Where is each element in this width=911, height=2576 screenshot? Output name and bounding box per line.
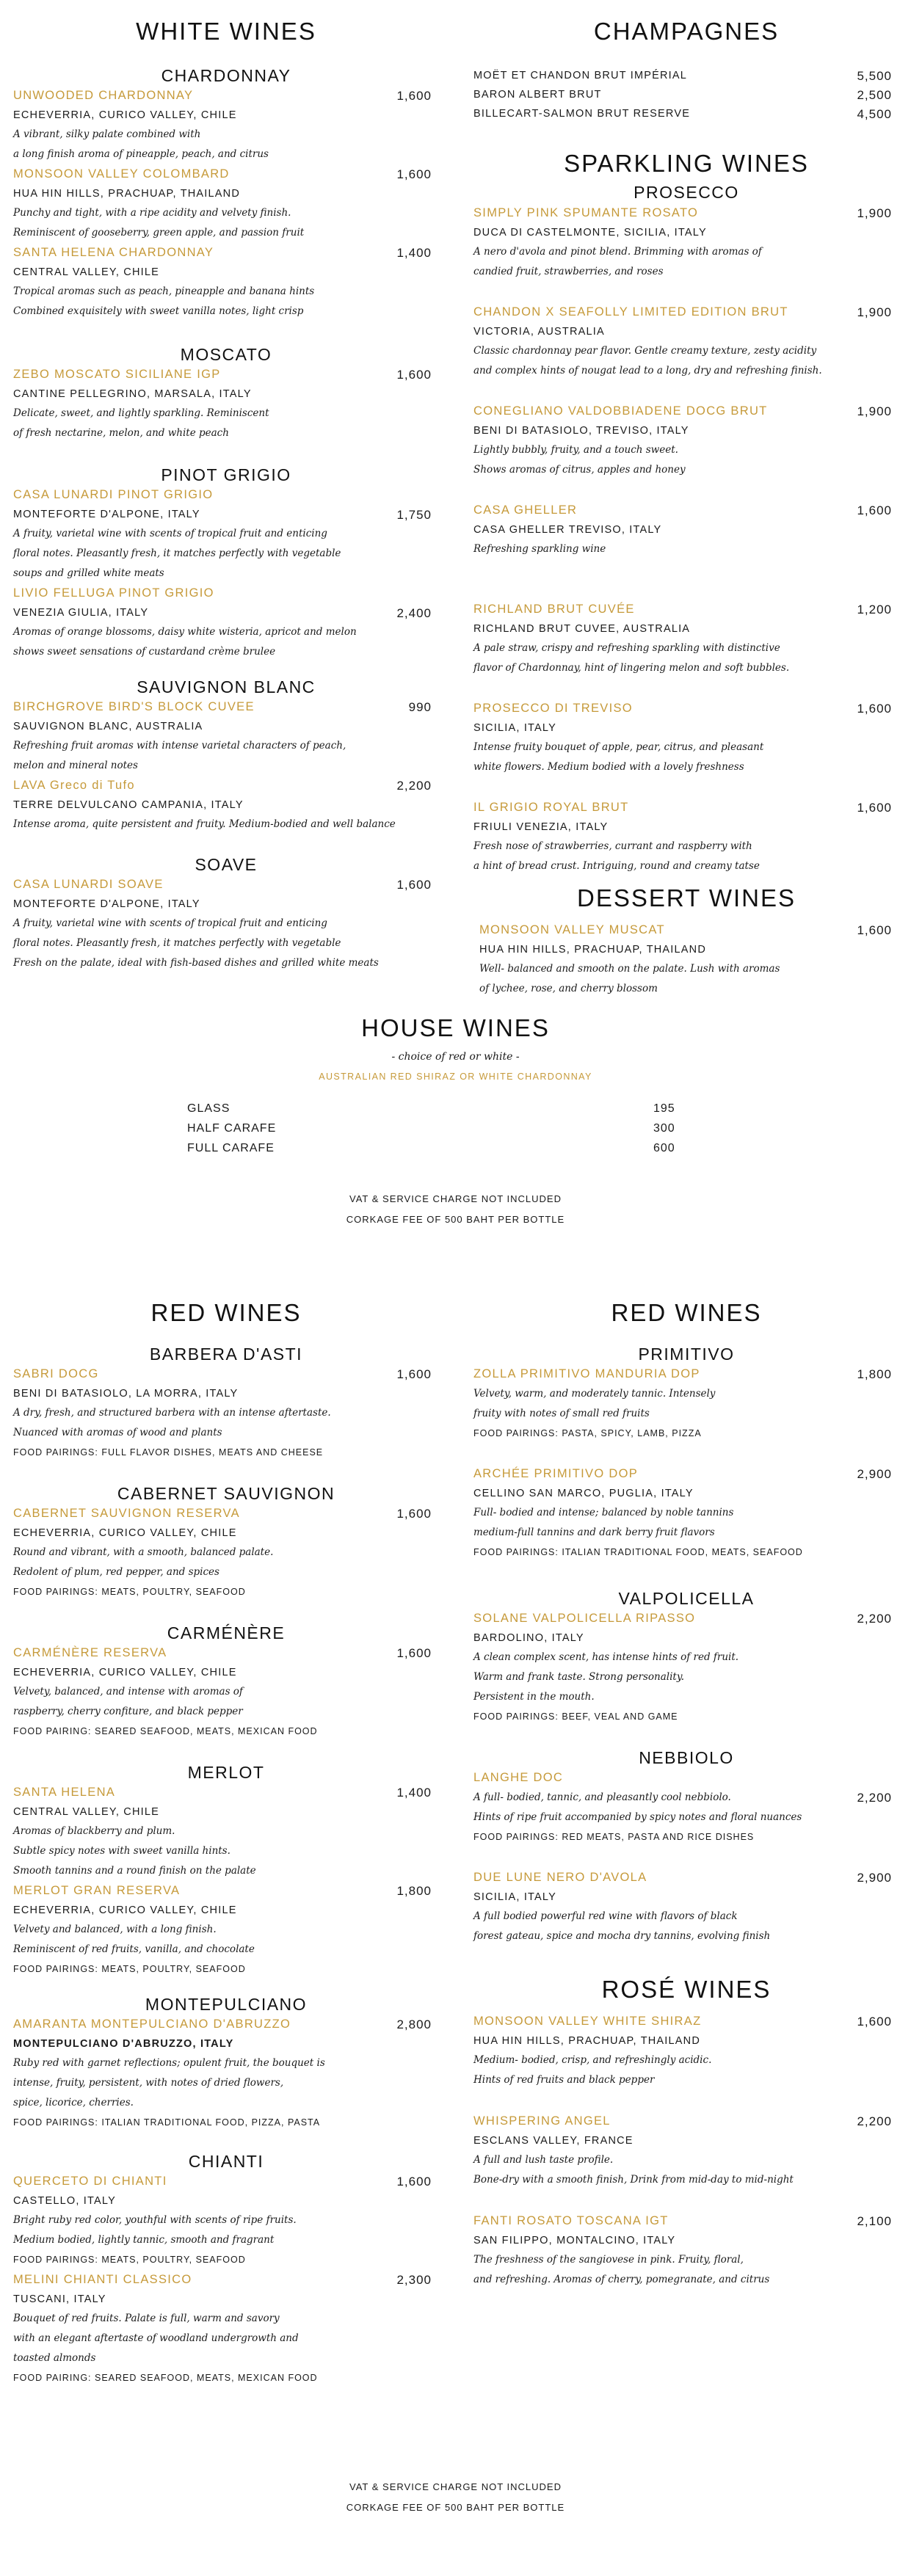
chardonnay-heading: CHARDONNAY [161,66,291,85]
wine-description: Bright ruby red color, youthful with scents of ripe fruits. Medium bodied, lightly tannic, smooth and fragrant [13,2214,297,2246]
wine-item [13,1881,439,1979]
wine-price: 1,400 [396,1786,432,1800]
wine-price: 1,600 [396,2175,432,2188]
wine-origin: CENTRAL VALLEY, CHILE [13,266,160,278]
vat-note: VAT & SERVICE CHARGE NOT INCLUDED [349,1193,562,1204]
wine-name: MONSOON VALLEY COLOMBARD [13,167,230,181]
wine-price: 1,600 [857,503,892,517]
wine-description: A fruity, varietal wine with scents of tropical fruit and enticing floral notes. Pleasantly fresh, it matches perfectly with vegetable Fresh on the palate, ideal with fish-based dishes and grilled white meats [13,917,379,969]
wine-price: 1,600 [857,2015,892,2029]
carmenere-heading: CARMÉNÈRE [167,1623,286,1642]
wine-price: 1,900 [857,305,892,319]
wine-item [13,583,439,662]
chianti-heading: CHIANTI [188,2152,264,2171]
wine-price: 1,200 [857,603,892,616]
wine-origin: CASA GHELLER TREVISO, ITALY [473,524,662,536]
wine-price: 5,500 [857,69,892,83]
wine-description: Classic chardonnay pear flavor. Gentle creamy texture, zesty acidity and complex hints of nougat lead to a long, dry and refreshing finish. [473,345,822,376]
wine-description: A full and lush taste profile. Bone-dry with a smooth finish, Drink from mid-day to mid-night [473,2154,794,2186]
wine-description: Full- bodied and intense; balanced by noble tannins medium-full tannins and dark berry fruit flavors [473,1507,734,1538]
barbera-heading: BARBERA D'ASTI [149,1345,303,1364]
food-pairing: FOOD PAIRINGS: ITALIAN TRADITIONAL FOOD, MEATS, SEAFOOD [473,1547,803,1557]
wine-name: UNWOODED CHARDONNAY [13,89,194,102]
wine-item [13,164,439,243]
wine-description: Velvety, balanced, and intense with aromas of raspberry, cherry confiture, and black pepper [13,1686,243,1717]
wine-price: 1,800 [857,1367,892,1381]
wine-description: A clean complex scent, has intense hints of red fruit. Warm and frank taste. Strong personality. Persistent in the mouth. [473,1651,739,1703]
wine-description: A fruity, varietal wine with scents of tropical fruit and enticing floral notes. Pleasantly fresh, it matches perfectly with vegetable soups and grilled white meats [13,528,341,579]
wine-description: Fresh nose of strawberries, currant and raspberry with a hint of bread crust. Intriguing, round and creamy tatse [473,840,760,872]
wine-item [13,485,439,583]
wine-name: MELINI CHIANTI CLASSICO [13,2273,192,2286]
wine-price: 4,500 [857,107,892,121]
wine-item [473,401,899,501]
wine-price: 990 [408,700,432,714]
wine-name: ZOLLA PRIMITIVO MANDURIA DOP [473,1367,700,1380]
wine-name: AMARANTA MONTEPULCIANO D'ABRUZZO [13,2017,291,2031]
wine-name: ZEBO MOSCATO SICILIANE IGP [13,368,221,381]
moscato-heading: MOSCATO [180,345,272,364]
wine-description: Tropical aromas such as peach, pineapple and banana hints Combined exquisitely with sweet vanilla notes, light crisp [13,285,315,317]
wine-origin: MONTEPULCIANO D'ABRUZZO, ITALY [13,2038,234,2050]
wine-name: CASA GHELLER [473,503,578,517]
food-pairing: FOOD PAIRING: SEARED SEAFOOD, MEATS, MEXICAN FOOD [13,1726,318,1736]
wine-price: 1,600 [396,1367,432,1381]
wine-price: 2,200 [857,2114,892,2128]
wine-description: A nero d'avola and pinot blend. Brimming with aromas of candied fruit, strawberries, and roses [473,246,762,277]
wine-description: Lightly bubbly, fruity, and a touch sweet. Shows aromas of citrus, apples and honey [473,444,686,476]
wine-name: MERLOT GRAN RESERVA [13,1884,181,1897]
wine-item [473,1364,899,1464]
wine-description: Bouquet of red fruits. Palate is full, warm and savory with an elegant aftertaste of woodland undergrowth and toasted almonds [13,2313,299,2364]
wine-origin: ECHEVERRIA, CURICO VALLEY, CHILE [13,109,237,121]
wine-item [473,699,899,798]
wine-item [479,920,899,999]
wine-price: 1,600 [857,702,892,716]
food-pairing: FOOD PAIRINGS: ITALIAN TRADITIONAL FOOD, PIZZA, PASTA [13,2117,321,2128]
primitivo-heading: PRIMITIVO [638,1345,735,1364]
wine-price: 1,600 [396,1646,432,1660]
wine-price: 2,900 [857,1871,892,1885]
wine-origin: TUSCANI, ITALY [13,2293,106,2305]
wine-item [13,243,439,321]
house-row-price: 300 [653,1122,675,1135]
wine-price: 2,900 [857,1467,892,1481]
wine-origin: BENI DI BATASIOLO, TREVISO, ITALY [473,425,689,437]
wine-name: CASA LUNARDI PINOT GRIGIO [13,488,214,501]
rose-wines-title: ROSÉ WINES [601,1976,772,2003]
wine-name: CARMÉNÈRE RESERVA [13,1646,167,1659]
wine-origin: VICTORIA, AUSTRALIA [473,326,605,338]
wine-price: 2,200 [857,1612,892,1626]
wine-item [13,1504,439,1602]
wine-item [473,2211,899,2290]
wine-name: CHANDON X SEAFOLLY LIMITED EDITION BRUT [473,305,788,319]
wine-origin: SICILIA, ITALY [473,1891,556,1903]
wine-price: 1,600 [857,923,892,937]
champagnes-title: CHAMPAGNES [593,18,780,45]
vat-note-bottom: VAT & SERVICE CHARGE NOT INCLUDED [349,2481,562,2492]
red-wines-title: RED WINES [611,1299,762,1326]
house-row-glass [187,1102,701,1116]
prosecco-heading: PROSECCO [634,183,739,202]
wine-origin: ESCLANS VALLEY, FRANCE [473,2135,634,2147]
wine-origin: SAUVIGNON BLANC, AUSTRALIA [13,721,203,732]
wine-item [473,203,899,302]
food-pairing: FOOD PAIRINGS: RED MEATS, PASTA AND RICE DISHES [473,1832,755,1842]
wine-description: The freshness of the sangiovese in pink. Fruity, floral, and refreshing. Aromas of cherry, pomegranate, and citrus [473,2254,770,2285]
wine-name: LANGHE DOC [473,1771,564,1784]
wine-item [13,365,439,443]
wine-description: Velvety, warm, and moderately tannic. Intensely fruity with notes of small red fruits [473,1388,716,1419]
wine-name: CONEGLIANO VALDOBBIADENE DOCG BRUT [473,404,768,418]
wine-origin: BARDOLINO, ITALY [473,1632,584,1644]
champagne-item [473,66,899,85]
wine-name: BIRCHGROVE BIRD'S BLOCK CUVEE [13,700,255,713]
wine-origin: FRIULI VENEZIA, ITALY [473,821,609,833]
wine-item [473,1464,899,1562]
wine-item [13,1783,439,1881]
wine-origin: VENEZIA GIULIA, ITALY [13,607,149,619]
white-wines-title: WHITE WINES [136,18,316,45]
wine-item [13,697,439,776]
valpolicella-heading: VALPOLICELLA [618,1589,755,1608]
sauvignon-blanc-heading: SAUVIGNON BLANC [137,677,316,696]
wine-description: A full bodied powerful red wine with flavors of black forest gateau, spice and mocha dry tannins, evolving finish [473,1910,771,1942]
wine-description: A vibrant, silky palate combined with a long finish aroma of pineapple, peach, and citrus [13,128,269,160]
wine-origin: ECHEVERRIA, CURICO VALLEY, CHILE [13,1904,237,1916]
wine-name: SIMPLY PINK SPUMANTE ROSATO [473,206,699,219]
wine-origin: BENI DI BATASIOLO, LA MORRA, ITALY [13,1388,239,1400]
wine-description: Well- balanced and smooth on the palate. Lush with aromas of lychee, rose, and cherry blossom [479,963,780,994]
wine-origin: MONTEFORTE D'ALPONE, ITALY [13,898,200,910]
wine-item [473,1609,899,1727]
merlot-heading: MERLOT [187,1763,265,1782]
wine-price: 1,600 [396,1507,432,1521]
wine-price: 2,500 [857,88,892,102]
wine-item [473,1768,899,1868]
house-row-label: HALF CARAFE [187,1122,277,1135]
wine-item [473,798,899,876]
wine-origin: SICILIA, ITALY [473,722,556,734]
wine-name: SABRI DOCG [13,1367,99,1380]
wine-price: 1,600 [396,878,432,892]
food-pairing: FOOD PAIRINGS: MEATS, POULTRY, SEAFOOD [13,1587,246,1597]
wine-origin: TERRE DELVULCANO CAMPANIA, ITALY [13,799,244,811]
wine-price: 1,600 [396,368,432,382]
wine-price: 2,200 [857,1791,892,1805]
wine-description: A dry, fresh, and structured barbera with an intense aftertaste. Nuanced with aromas of wood and plants [13,1407,331,1438]
house-wines-options: AUSTRALIAN RED SHIRAZ OR WHITE CHARDONNAY [319,1071,592,1082]
wine-description: Delicate, sweet, and lightly sparkling. Reminiscent of fresh nectarine, melon, and white peach [13,407,269,439]
wine-name: MOËT ET CHANDON BRUT IMPÉRIAL [473,70,688,81]
wine-price: 2,400 [396,606,432,620]
wine-price: 2,200 [396,779,432,793]
wine-price: 2,800 [396,2017,432,2031]
wine-origin: RICHLAND BRUT CUVEE, AUSTRALIA [473,623,691,635]
wine-item [13,776,439,834]
wine-item [13,1643,439,1742]
wine-description: Aromas of orange blossoms, daisy white wisteria, apricot and melon shows sweet sensations of custardand crème brulee [13,626,357,658]
house-row-price: 195 [653,1102,675,1115]
wine-origin: CASTELLO, ITALY [13,2195,116,2207]
wine-name: MONSOON VALLEY MUSCAT [479,923,665,936]
wine-origin: MONTEFORTE D'ALPONE, ITALY [13,509,200,520]
wine-name: LAVA Greco di Tufo [13,779,135,792]
house-wines-title: HOUSE WINES [361,1014,550,1041]
wine-name: WHISPERING ANGEL [473,2114,611,2128]
wine-item [13,875,439,973]
wine-description: Intense aroma, quite persistent and fruity. Medium-bodied and well balance [13,818,396,830]
wine-item [13,2172,439,2270]
wine-description: A full- bodied, tannic, and pleasantly cool nebbiolo. Hints of ripe fruit accompanied by spicy notes and floral nuances [473,1791,802,1823]
wine-name: BILLECART-SALMON BRUT RESERVE [473,108,691,120]
wine-price: 1,750 [396,508,432,522]
wine-origin: CANTINE PELLEGRINO, MARSALA, ITALY [13,388,252,400]
wine-description: A pale straw, crispy and refreshing sparkling with distinctive flavor of Chardonnay, hint of lingering melon and soft bubbles. [473,642,790,674]
champagne-item [473,104,899,123]
wine-name: MONSOON VALLEY WHITE SHIRAZ [473,2015,702,2028]
wine-price: 2,100 [857,2214,892,2228]
wine-item [13,86,439,164]
house-row-full-carafe [187,1142,701,1155]
wine-price: 1,600 [396,167,432,181]
wine-origin: ECHEVERRIA, CURICO VALLEY, CHILE [13,1667,237,1678]
soave-heading: SOAVE [195,855,258,874]
food-pairing: FOOD PAIRINGS: BEEF, VEAL AND GAME [473,1711,678,1722]
pinot-grigio-heading: PINOT GRIGIO [161,465,291,484]
wine-description: Round and vibrant, with a smooth, balanced palate. Redolent of plum, red pepper, and spices [13,1546,274,1578]
wine-price: 1,400 [396,246,432,260]
food-pairing: FOOD PAIRINGS: MEATS, POULTRY, SEAFOOD [13,2255,246,2265]
wine-name: SOLANE VALPOLICELLA RIPASSO [473,1612,696,1625]
food-pairing: FOOD PAIRING: SEARED SEAFOOD, MEATS, MEXICAN FOOD [13,2373,318,2383]
wine-description: Refreshing fruit aromas with intense varietal characters of peach, melon and mineral notes [13,740,346,771]
wine-item [13,1364,439,1463]
food-pairing: FOOD PAIRINGS: MEATS, POULTRY, SEAFOOD [13,1964,246,1974]
food-pairing: FOOD PAIRINGS: PASTA, SPICY, LAMB, PIZZA [473,1428,702,1438]
wine-description: Aromas of blackberry and plum. Subtle spicy notes with sweet vanilla hints. Smooth tannins and a round finish on the palate [13,1825,256,1877]
wine-name: QUERCETO DI CHIANTI [13,2175,167,2188]
cabernet-heading: CABERNET SAUVIGNON [117,1484,335,1503]
champagne-item [473,85,899,104]
wine-origin: CELLINO SAN MARCO, PUGLIA, ITALY [473,1488,694,1499]
wine-item [473,600,899,699]
wine-price: 1,600 [857,801,892,815]
wine-description: Refreshing sparkling wine [473,543,606,555]
wine-name: IL GRIGIO ROYAL BRUT [473,801,629,814]
wine-name: CABERNET SAUVIGNON RESERVA [13,1507,240,1520]
wine-item [473,302,899,401]
wine-name: FANTI ROSATO TOSCANA IGT [473,2214,669,2227]
wine-item [473,2012,899,2111]
wine-origin: HUA HIN HILLS, PRACHUAP, THAILAND [473,2035,701,2047]
wine-description: Ruby red with garnet reflections; opulent fruit, the bouquet is intense, fruity, persistent, with notes of dried flowers, spice, licorice, cherries. [13,2057,325,2109]
red-wines-title: RED WINES [150,1299,302,1326]
wine-origin: ECHEVERRIA, CURICO VALLEY, CHILE [13,1527,237,1539]
wine-description: Punchy and tight, with a ripe acidity and velvety finish. Reminiscent of gooseberry, green apple, and passion fruit [13,207,305,239]
wine-name: LIVIO FELLUGA PINOT GRIGIO [13,586,214,600]
wine-description: Medium- bodied, crisp, and refreshingly acidic. Hints of red fruits and black pepper [473,2054,712,2086]
nebbiolo-heading: NEBBIOLO [639,1748,734,1767]
wine-item [473,501,899,600]
house-wines-subtitle: - choice of red or white - [391,1051,520,1063]
house-row-label: FULL CARAFE [187,1142,275,1154]
house-row-half-carafe [187,1122,701,1135]
wine-description: Velvety and balanced, with a long finish. Reminiscent of red fruits, vanilla, and chocolate [13,1924,255,1955]
dessert-wines-title: DESSERT WINES [576,884,796,912]
house-row-price: 600 [653,1142,675,1154]
corkage-note-bottom: CORKAGE FEE OF 500 BAHT PER BOTTLE [346,2502,565,2513]
wine-origin: DUCA DI CASTELMONTE, SICILIA, ITALY [473,227,707,239]
wine-name: BARON ALBERT BRUT [473,89,602,101]
food-pairing: FOOD PAIRINGS: FULL FLAVOR DISHES, MEATS AND CHEESE [13,1447,324,1458]
wine-name: PROSECCO DI TREVISO [473,702,633,715]
wine-name: RICHLAND BRUT CUVÉE [473,603,635,616]
wine-price: 1,800 [396,1884,432,1898]
wine-name: DUE LUNE NERO D'AVOLA [473,1871,647,1884]
wine-name: CASA LUNARDI SOAVE [13,878,164,891]
wine-origin: SAN FILIPPO, MONTALCINO, ITALY [473,2235,676,2246]
wine-name: SANTA HELENA CHARDONNAY [13,246,214,259]
wine-name: SANTA HELENA [13,1786,116,1799]
wine-origin: HUA HIN HILLS, PRACHUAP, THAILAND [13,188,241,200]
wine-item [13,2270,439,2388]
house-row-label: GLASS [187,1102,231,1115]
wine-price: 1,900 [857,206,892,220]
corkage-note: CORKAGE FEE OF 500 BAHT PER BOTTLE [346,1214,565,1225]
sparkling-wines-title: SPARKLING WINES [564,150,809,177]
wine-item [473,2111,899,2211]
wine-price: 1,600 [396,89,432,103]
wine-price: 1,900 [857,404,892,418]
montepulciano-heading: MONTEPULCIANO [145,1995,308,2014]
wine-price: 2,300 [396,2273,432,2287]
wine-name: ARCHÉE PRIMITIVO DOP [473,1467,639,1480]
wine-description: Intense fruity bouquet of apple, pear, citrus, and pleasant white flowers. Medium bodied with a lovely freshness [473,741,764,773]
wine-origin: CENTRAL VALLEY, CHILE [13,1806,160,1818]
wine-item [473,1868,899,1946]
wine-origin: HUA HIN HILLS, PRACHUAP, THAILAND [479,944,707,956]
wine-item [13,2015,439,2133]
